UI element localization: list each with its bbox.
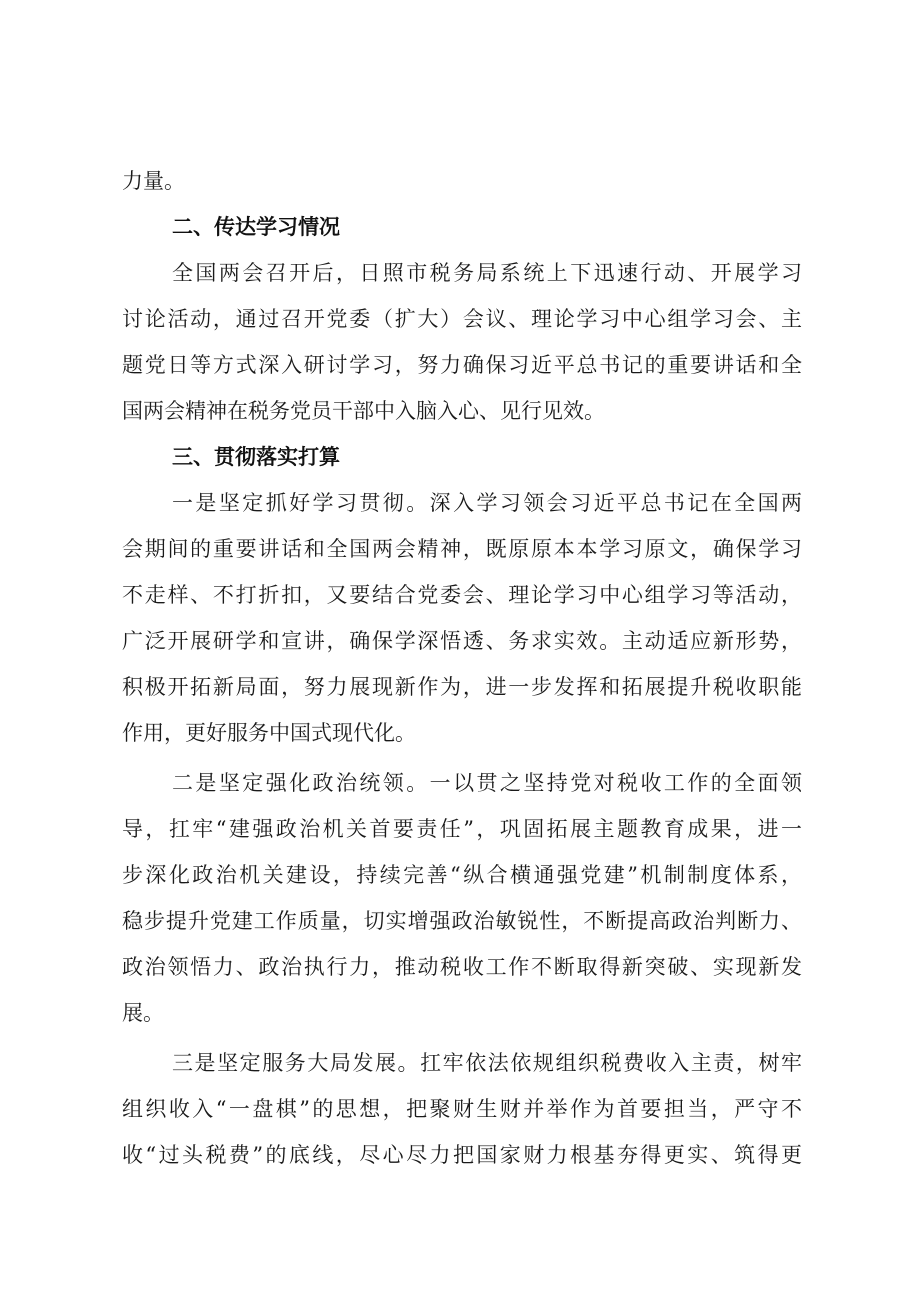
para2-line-6: 展。 bbox=[122, 1001, 164, 1025]
para1-line-5: 积极开拓新局面，努力展现新作为，进一步发挥和拓展提升税收职能 bbox=[122, 675, 802, 699]
intro-tail-line: 力量。 bbox=[122, 169, 185, 193]
para1-line-4: 广泛开展研学和宣讲，确保学深悟透、务求实效。主动适应新形势， bbox=[122, 629, 802, 653]
para3-line-2: 组织收入“一盘棋”的思想，把聚财生财并举作为首要担当，严守不 bbox=[122, 1097, 802, 1121]
para2-line-2: 导，扛牢“建强政治机关首要责任”，巩固拓展主题教育成果，进一 bbox=[122, 817, 802, 841]
para3-line-1: 三是坚定服务大局发展。扛牢依法依规组织税费收入主责，树牢 bbox=[172, 1051, 802, 1075]
para2-line-5: 政治领悟力、政治执行力，推动税收工作不断取得新突破、实现新发 bbox=[122, 955, 802, 979]
section2-line-2: 讨论活动，通过召开党委（扩大）会议、理论学习中心组学习会、主 bbox=[122, 307, 802, 331]
para2-line-3: 步深化政治机关建设，持续完善“纵合横通强党建”机制制度体系， bbox=[122, 863, 802, 887]
section3-heading: 三、贯彻落实打算 bbox=[172, 445, 340, 469]
para3-line-3: 收“过头税费”的底线，尽心尽力把国家财力根基夯得更实、筑得更 bbox=[122, 1143, 802, 1167]
para1-line-2: 会期间的重要讲话和全国两会精神，既原原本本学习原文，确保学习 bbox=[122, 537, 802, 561]
para2-line-1: 二是坚定强化政治统领。一以贯之坚持党对税收工作的全面领 bbox=[172, 771, 802, 795]
section2-line-4: 国两会精神在税务党员干部中入脑入心、见行见效。 bbox=[122, 399, 605, 423]
document-body bbox=[122, 158, 802, 1178]
section2-heading: 二、传达学习情况 bbox=[172, 215, 340, 239]
section2-line-3: 题党日等方式深入研讨学习，努力确保习近平总书记的重要讲话和全 bbox=[122, 353, 802, 377]
para1-line-1: 一是坚定抓好学习贯彻。深入学习领会习近平总书记在全国两 bbox=[172, 491, 802, 515]
para1-line-3: 不走样、不打折扣，又要结合党委会、理论学习中心组学习等活动， bbox=[122, 583, 802, 607]
para2-line-4: 稳步提升党建工作质量，切实增强政治敏锐性，不断提高政治判断力、 bbox=[122, 909, 802, 933]
section2-line-1: 全国两会召开后，日照市税务局系统上下迅速行动、开展学习 bbox=[172, 261, 802, 285]
para1-line-6: 作用，更好服务中国式现代化。 bbox=[122, 721, 416, 745]
